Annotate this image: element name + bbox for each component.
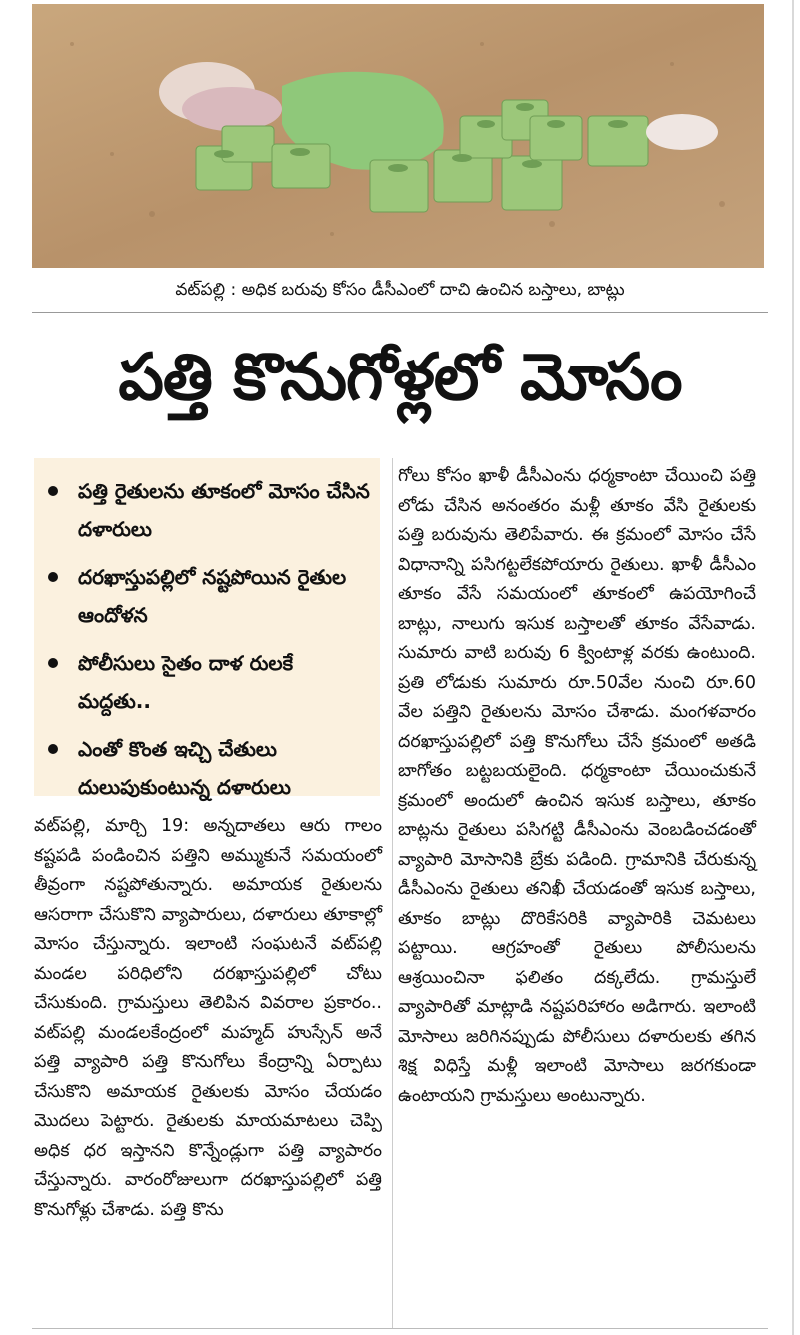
highlight-text: దరఖాస్తుపల్లిలో నష్టపోయిన రైతుల ఆందోళన <box>78 565 347 627</box>
article-body-right: గోలు కోసం ఖాళీ డీసీఎంను ధర్మకాంటా చేయించి పత్తి లోడు చేసిన అనంతరం మళ్లీ తూకం వేసి రైతులకు పత్తి బరువును తెలిపేవారు. ఈ క్రమంలో మోసం చేసే విధానాన్ని పసిగట్టలేకపోయారు రైతులు. ఖాళీ డీసీఎం తూకం వేసే సమయంలో తూకంలో ఉపయోగించే బాట్లు, నాలుగు ఇసుక బస్తాలతో తూకం వేసేవాడు. సుమారు వాటి బరువు 6 క్వింటాళ్ల వరకు ఉంటుంది. ప్రతి లోడుకు సుమారు రూ.50వేల నుంచి రూ.60 వేల పత్తిని రైతులను మోసం చేశాడు. మంగళవారం దరఖాస్తుపల్లిలో పత్తి కొనుగోలు చేసే క్రమంలో అతడి బాగోతం బట్టబయలైంది. ధర్మకాంటా చేయించుకునే క్రమంలో అందులో ఉంచిన ఇసుక బస్తాలు, తూకం బాట్లను రైతులు పసిగట్టి డీసీఎంను వెంబడించడంతో వ్యాపారి మోసానికి బ్రేకు పడింది. గ్రామానికి చేరుకున్న డీసీఎంను రైతులు తనిఖీ చేయడంతో ఇసుక బస్తాలు, తూకం బాట్లు దొరికేసరికి వ్యాపారికి చెమటలు పట్టాయి. ఆగ్రహంతో రైతులు పోలీసులను ఆశ్రయించినా ఫలితం దక్కలేదు. గ్రామస్తులే వ్యాపారితో మాట్లాడి నష్టపరిహారం అడిగారు. ఇలాంటి మోసాలు జరిగినప్పుడు పోలీసులు దళారులకు తగిన శిక్ష విధిస్తే మళ్లీ ఇలాంటి మోసాలు జరగకుండా ఉంటాయని గ్రామస్తులు అంటున్నారు. <box>398 466 756 1106</box>
news-photo <box>32 4 764 268</box>
divider <box>32 312 768 313</box>
bullet-icon <box>48 486 58 496</box>
article-body-left: వట్‌పల్లి, మార్చి 19: అన్నదాతలు ఆరు గాలం కష్టపడి పండించిన పత్తిని అమ్ముకునే సమయంలో తీవ్రంగా నష్టపోతున్నారు. అమాయక రైతులను ఆసరాగా చేసుకొని వ్యాపారులు, దళారులు తూకాల్లో మోసం చేస్తున్నారు. ఇలాంటి సంఘటనే వట్‌పల్లి మండల పరిధిలోని దరఖాస్తుపల్లిలో చోటు చేసుకుంది. గ్రామస్తులు తెలిపిన వివరాల ప్రకారం.. వట్‌పల్లి మండలకేంద్రంలో మహ్మద్ హుస్సేన్ అనే పత్తి వ్యాపారి పత్తి కొనుగోలు కేంద్రాన్ని ఏర్పాటు చేసుకొని అమాయక రైతులకు మోసం చేయడం మొదలు పెట్టారు. రైతులకు మాయమాటలు చెప్పి అధిక ధర ఇస్తానని కొన్నేండ్లుగా పత్తి వ్యాపారం చేస్తున్నారు. వారంరోజులుగా దరఖాస్తుపల్లిలో పత్తి కొనుగోళ్లు చేశాడు. పత్తి కొను <box>34 816 382 1220</box>
highlight-item <box>48 472 372 548</box>
column-divider <box>392 458 393 1328</box>
bullet-icon <box>48 572 58 582</box>
headline: పత్తి కొనుగోళ్లలో మోసం <box>118 341 682 415</box>
highlight-item <box>48 644 372 720</box>
bottom-divider <box>32 1328 768 1329</box>
highlight-text: పత్తి రైతులను తూకంలో మోసం చేసిన దళారులు <box>78 479 370 541</box>
photo-caption: వట్‌పల్లి : అధిక బరువు కోసం డీసీఎంలో దాచి ఉంచిన బస్తాలు, బాట్లు <box>175 280 625 300</box>
highlight-item <box>48 558 372 634</box>
highlights-box <box>34 458 380 799</box>
bullet-icon <box>48 744 58 754</box>
highlight-text: పోలీసులు సైతం దాళ రులకే మద్దతు.. <box>78 651 294 713</box>
highlight-item <box>48 730 372 806</box>
page-edge <box>792 0 794 1335</box>
bullet-icon <box>48 658 58 668</box>
highlight-text: ఎంతో కొంత ఇచ్చి చేతులు దులుపుకుంటున్న దళారులు <box>78 737 291 799</box>
